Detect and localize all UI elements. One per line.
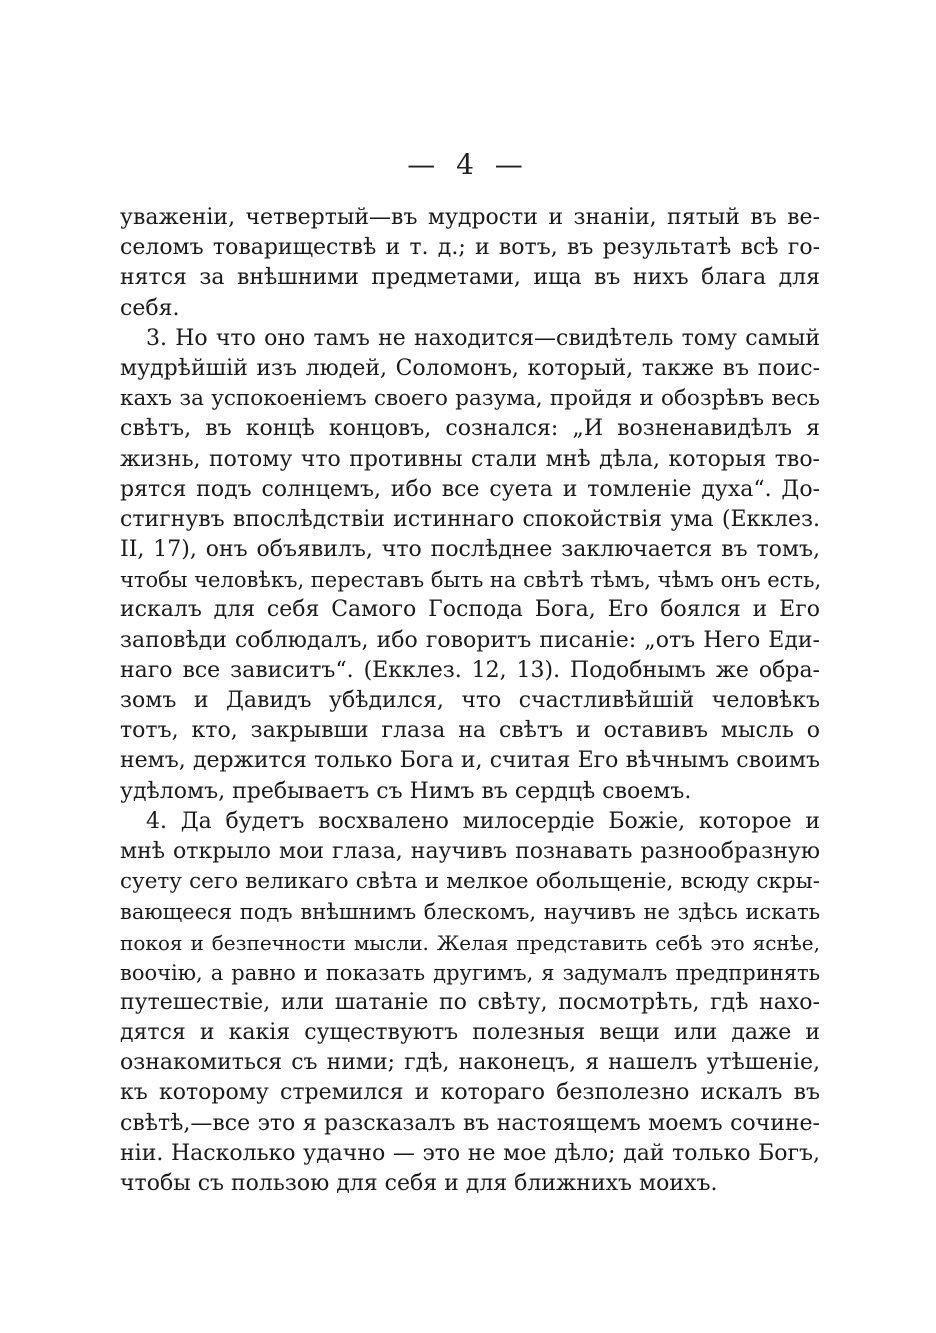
text-line: искалъ для себя Самого Господа Бога, Его боялся и Его: [120, 597, 820, 623]
text-line: къ которому стремился и котораго безполезно искалъ въ: [120, 1080, 820, 1106]
text-line: дятся и какія существуютъ полезныя вещи или даже и: [120, 1020, 820, 1046]
text-line: суету сего великаго свѣта и мелкое обольщеніе, всюду скры-: [120, 869, 820, 895]
text-line: 4. Да будетъ восхвалено милосердіе Божіе, которое и: [146, 808, 820, 834]
text-line: зомъ и Давидъ убѣдился, что счастливѣйшій человѣкъ: [120, 688, 820, 713]
text-line: свѣтѣ,—все это я разсказалъ въ настоящемъ моемъ сочине-: [120, 1110, 820, 1136]
text-line: селомъ товариществѣ и т. д.; и вотъ, въ результатѣ всѣ го-: [120, 235, 820, 261]
paragraph-p-continued: [120, 203, 820, 324]
text-line: рятся подъ солнцемъ, ибо все суета и томленіе духа“. До-: [120, 476, 820, 502]
text-line: немъ, держится только Бога и, считая Его вѣчнымъ своимъ: [120, 748, 820, 774]
page-number: — 4 —: [407, 148, 529, 181]
text-line: ніи. Насколько удачно — это не мое дѣло; дай только Богъ,: [120, 1140, 820, 1166]
text-line: жизнь, потому что противны стали мнѣ дѣла, которыя тво-: [120, 446, 820, 472]
text-line: ознакомиться съ ними; гдѣ, наконецъ, я нашелъ утѣшеніе,: [120, 1050, 820, 1076]
paragraph-p-3: [120, 324, 820, 807]
text-line: чтобы человѣкъ, переставъ быть на свѣтѣ тѣмъ, чѣмъ онъ есть,: [120, 568, 822, 593]
text-line: путешествіе, или шатаніе по свѣту, посмотрѣть, гдѣ нахо-: [120, 989, 820, 1015]
text-line: наго все зависитъ“. (Екклез. 12, 13). Подобнымъ же обра-: [120, 657, 820, 683]
text-line: уваженіи, четвертый—въ мудрости и знаніи, пятый въ ве-: [120, 205, 820, 230]
text-line: мнѣ открыло мои глаза, научивъ познавать разнообразную: [120, 838, 820, 864]
text-line: вающееся подъ внѣшнимъ блескомъ, научивъ не здѣсь искать: [120, 900, 820, 925]
text-line: чтобы съ пользою для себя и для ближнихъ моихъ.: [120, 1171, 718, 1196]
text-line: воочію, а равно и показать другимъ, я задумалъ предпринять: [120, 960, 820, 985]
paragraph-p-4: [120, 807, 820, 1199]
text-line: II, 17), онъ объявилъ, что послѣднее заключается въ томъ,: [120, 537, 820, 563]
text-line: свѣтъ, въ концѣ концовъ, сознался: „И возненавидѣлъ я: [120, 416, 820, 442]
text-line: себя.: [120, 295, 180, 321]
text-line: 3. Но что оно тамъ не находится—свидѣтель тому самый: [146, 325, 820, 351]
text-line: кахъ за успокоеніемъ своего разума, пройдя и обозрѣвъ весь: [120, 386, 820, 412]
text-line: удѣломъ, пребываетъ съ Нимъ въ сердцѣ своемъ.: [120, 778, 692, 804]
text-line: тотъ, кто, закрывши глаза на свѣтъ и оставивъ мысль о: [120, 718, 820, 744]
text-line: заповѣди соблюдалъ, ибо говоритъ писаніе: „отъ Него Еди-: [120, 627, 820, 653]
text-line: покоя и безпечности мысли. Желая представить себѣ это яснѣе,: [120, 930, 820, 955]
text-line: нятся за внѣшними предметами, ища въ нихъ блага для: [120, 265, 820, 291]
text-line: стигнувъ впослѣдствіи истиннаго спокойствія ума (Екклез.: [120, 506, 820, 532]
text-line: мудрѣйшій изъ людей, Соломонъ, который, также въ поис-: [120, 355, 820, 381]
body-text: [120, 203, 820, 1199]
